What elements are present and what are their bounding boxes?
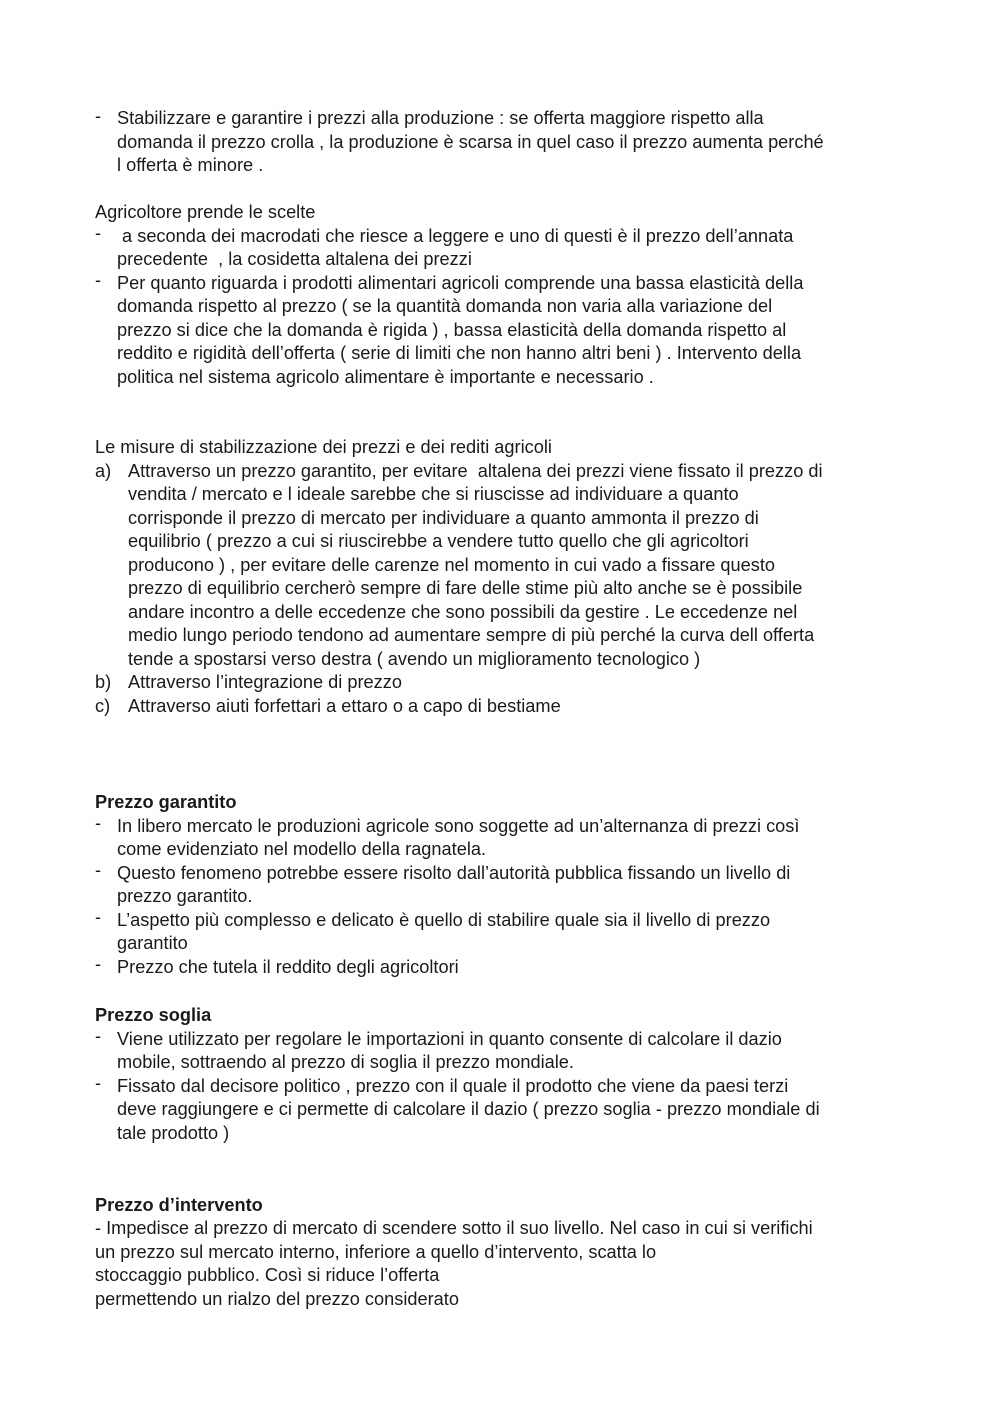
text-line: equilibrio ( prezzo a cui si riuscirebbe a vendere tutto quello che gli agricoltori — [128, 531, 749, 551]
text-line: vendita / mercato e l ideale sarebbe che si riuscisse ad individuare a quanto — [128, 484, 739, 504]
text-line: reddito e rigidità dell’offerta ( serie di limiti che non hanno altri beni ) . Intervento della — [117, 343, 802, 363]
bullet-dash: - — [95, 907, 102, 927]
section-heading: Prezzo soglia — [95, 1005, 212, 1025]
text-line: - Impedisce al prezzo di mercato di scendere sotto il suo livello. Nel caso in cui si verifichi — [95, 1218, 813, 1238]
bullet-dash: - — [95, 860, 102, 880]
text-line: mobile, sottraendo al prezzo di soglia il prezzo mondiale. — [117, 1052, 574, 1072]
text-line: domanda rispetto al prezzo ( se la quantità domanda non varia alla variazione del — [117, 296, 773, 316]
text-line: come evidenziato nel modello della ragnatela. — [117, 839, 487, 859]
text-line: corrisponde il prezzo di mercato per individuare a quanto ammonta il prezzo di — [128, 508, 759, 528]
text-line: andare incontro a delle eccedenze che sono possibili da gestire . Le eccedenze nel — [128, 602, 798, 622]
paragraph-heading: Le misure di stabilizzazione dei prezzi e dei rediti agricoli — [95, 437, 552, 457]
text-line: deve raggiungere e ci permette di calcolare il dazio ( prezzo soglia - prezzo mondiale di — [117, 1099, 820, 1119]
text-line: l offerta è minore . — [117, 155, 264, 175]
text-line: Viene utilizzato per regolare le importazioni in quanto consente di calcolare il dazio — [117, 1029, 782, 1049]
bullet-dash: - — [95, 813, 102, 833]
text-line: tende a spostarsi verso destra ( avendo un miglioramento tecnologico ) — [128, 649, 701, 669]
text-line: producono ) , per evitare delle carenze nel momento in cui vado a fissare questo — [128, 555, 776, 575]
text-line: precedente , la cosidetta altalena dei prezzi — [117, 249, 472, 269]
text-line: garantito — [117, 933, 188, 953]
text-line: Attraverso aiuti forfettari a ettaro o a capo di bestiame — [128, 696, 561, 716]
text-line: Attraverso l’integrazione di prezzo — [128, 672, 402, 692]
text-line: Per quanto riguarda i prodotti alimentari agricoli comprende una bassa elasticità della — [117, 273, 804, 293]
list-marker: b) — [95, 672, 112, 692]
text-line: Prezzo che tutela il reddito degli agricoltori — [117, 957, 459, 977]
text-line: prezzo garantito. — [117, 886, 253, 906]
bullet-dash: - — [95, 1026, 102, 1046]
text-line: un prezzo sul mercato interno, inferiore a quello d’intervento, scatta lo — [95, 1242, 657, 1262]
bullet-dash: - — [95, 223, 102, 243]
list-marker: c) — [95, 696, 111, 716]
text-line: Fissato dal decisore politico , prezzo con il quale il prodotto che viene da paesi terzi — [117, 1076, 789, 1096]
section-heading: Prezzo d’intervento — [95, 1195, 263, 1215]
text-line: prezzo di equilibrio cercherò sempre di fare delle stime più alto anche se è possibile — [128, 578, 803, 598]
text-line: Questo fenomeno potrebbe essere risolto dall’autorità pubblica fissando un livello di — [117, 863, 791, 883]
bullet-dash: - — [95, 1073, 102, 1093]
list-marker: a) — [95, 461, 112, 481]
bullet-dash: - — [95, 954, 102, 974]
text-line: a seconda dei macrodati che riesce a leggere e uno di questi è il prezzo dell’annata — [117, 226, 794, 246]
text-line: prezzo si dice che la domanda è rigida ) , bassa elasticità della domanda rispetto al — [117, 320, 787, 340]
text-line: politica nel sistema agricolo alimentare è importante e necessario . — [117, 367, 654, 387]
text-line: domanda il prezzo crolla , la produzione è scarsa in quel caso il prezzo aumenta perché — [117, 132, 824, 152]
text-line: Attraverso un prezzo garantito, per evitare altalena dei prezzi viene fissato il prezzo di — [128, 461, 823, 481]
bullet-dash: - — [95, 270, 102, 290]
text-line: Stabilizzare e garantire i prezzi alla produzione : se offerta maggiore rispetto alla — [117, 108, 764, 128]
text-line: tale prodotto ) — [117, 1123, 230, 1143]
text-line: L’aspetto più complesso e delicato è quello di stabilire quale sia il livello di prezzo — [117, 910, 771, 930]
paragraph-heading: Agricoltore prende le scelte — [95, 202, 316, 222]
text-line: permettendo un rialzo del prezzo considerato — [95, 1289, 459, 1309]
text-line: medio lungo periodo tendono ad aumentare sempre di più perché la curva dell offerta — [128, 625, 815, 645]
bullet-dash: - — [95, 106, 102, 126]
text-line: In libero mercato le produzioni agricole sono soggette ad un’alternanza di prezzi così — [117, 816, 800, 836]
text-line: stoccaggio pubblico. Così si riduce l’offerta — [95, 1265, 440, 1285]
section-heading: Prezzo garantito — [95, 792, 237, 812]
